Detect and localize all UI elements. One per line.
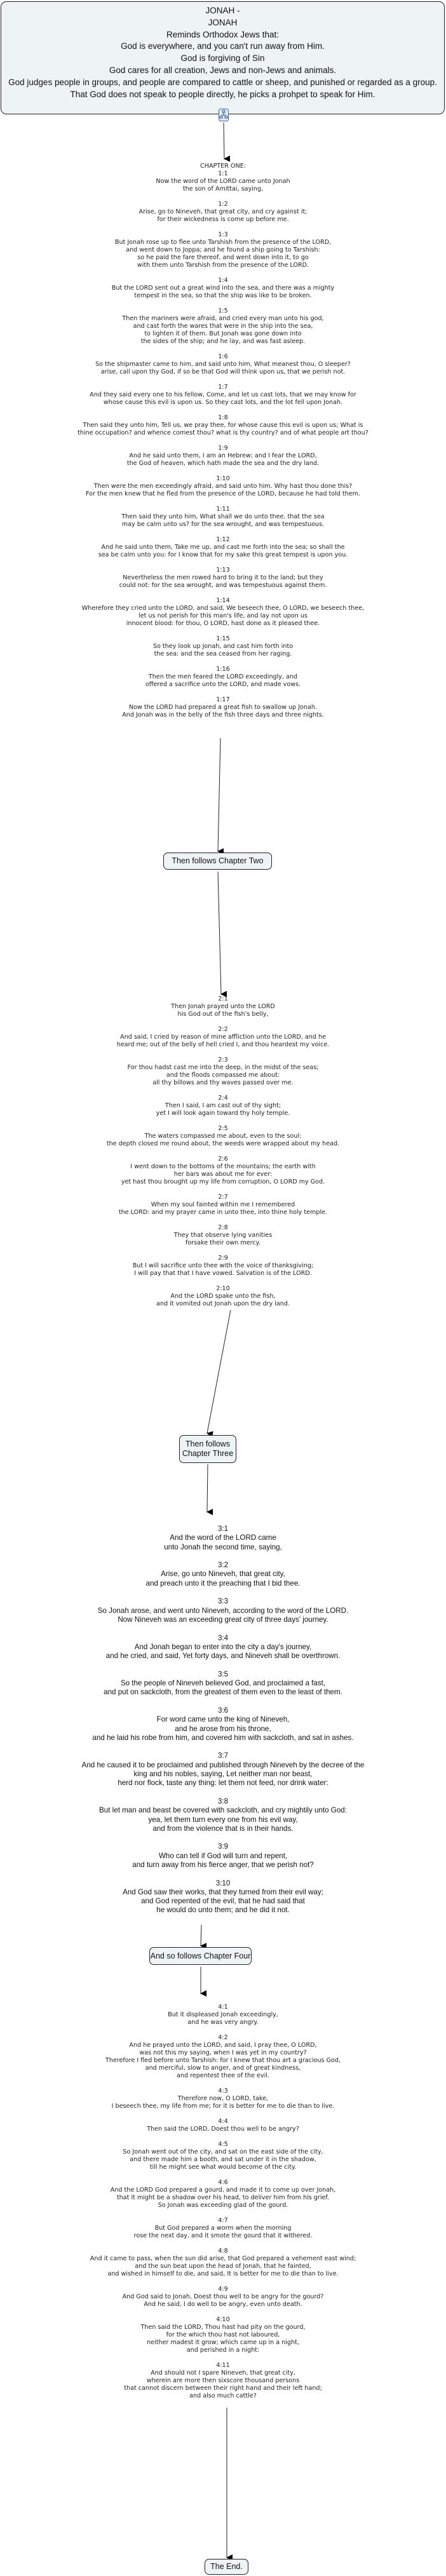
verse-line: Wherefore they cried unto the LORD, and said, We beseech thee, O LORD, we beseech thee, bbox=[81, 605, 365, 612]
verse-ref: 1:7 bbox=[218, 384, 228, 391]
verse-line: Then Jonah prayed unto the LORD bbox=[171, 1003, 275, 1010]
verse-line: So they look up Jonah, and cast him forth into bbox=[152, 643, 294, 650]
verse-1-10 bbox=[0, 475, 446, 498]
verse-gap bbox=[0, 1117, 446, 1125]
verse-3-9 bbox=[0, 1842, 446, 1870]
verse-4-3 bbox=[0, 2087, 446, 2110]
verse-line: For the men knew that he fled from the presence of the LORD, because he had told them. bbox=[85, 490, 361, 497]
verse-ref: 3:3 bbox=[217, 1597, 229, 1606]
verse-ref: 1:12 bbox=[216, 536, 230, 543]
verse-4-7 bbox=[0, 2217, 446, 2240]
verse-gap bbox=[0, 1833, 446, 1842]
verse-gap bbox=[0, 2133, 446, 2141]
verse-line: her bars was about me for ever: bbox=[173, 1171, 273, 1178]
connector-chapter-two-to-box-three bbox=[207, 1310, 231, 1433]
verse-1-12 bbox=[0, 536, 446, 559]
verse-4-6 bbox=[0, 2179, 446, 2209]
verse-gap bbox=[0, 1661, 446, 1669]
verse-1-9 bbox=[0, 445, 446, 468]
verse-ref: 1:17 bbox=[216, 696, 230, 703]
verse-line: and turn away from his fierce anger, that we perish not? bbox=[132, 1860, 314, 1869]
chapter-four-text bbox=[0, 2004, 446, 2400]
verse-1-3 bbox=[0, 231, 446, 269]
verse-line: herd nor flock, taste any thing: let them not feed, nor drink water: bbox=[118, 1779, 328, 1788]
verse-line: king and his nobles, saying, Let neither man nor beast, bbox=[133, 1770, 313, 1779]
verse-line: But I will sacrifice unto thee with the voice of thanksgiving; bbox=[132, 1262, 314, 1269]
verse-line: that it might be a shadow over his head, to deliver him from his grief. bbox=[116, 2194, 330, 2201]
verse-gap bbox=[0, 2110, 446, 2118]
verse-line: may be calm unto us? for the sea wrought, and was tempestuous. bbox=[121, 521, 325, 528]
verse-2-9 bbox=[0, 1255, 446, 1278]
header-concept-node[interactable] bbox=[1, 1, 445, 114]
verse-ref: 3:10 bbox=[215, 1878, 231, 1887]
verse-1-5 bbox=[0, 307, 446, 346]
verse-ref: 1:1 bbox=[218, 170, 228, 177]
verse-1-17 bbox=[0, 696, 446, 719]
verse-ref: 3:2 bbox=[217, 1561, 229, 1570]
header-line: JONAH - bbox=[205, 6, 240, 15]
verse-ref: 2:3 bbox=[218, 1056, 228, 1063]
verse-line: But the LORD sent out a great wind into the sea, and there was a mighty bbox=[111, 285, 335, 292]
verse-line: to lighten it of them. But Jonah was gone down into bbox=[144, 330, 302, 337]
verse-line: And he said unto them, I am an Hebrew; and I fear the LORD, bbox=[129, 452, 317, 459]
verse-ref: 1:2 bbox=[218, 201, 228, 208]
verse-ref: 4:10 bbox=[216, 2316, 230, 2323]
verse-line: So Jonah arose, and went unto Nineveh, according to the word of the LORD. bbox=[97, 1606, 349, 1615]
verse-line: tempest in the sea, so that the ship was like to be broken. bbox=[134, 292, 312, 299]
verse-ref: 2:10 bbox=[216, 1285, 230, 1292]
verse-ref: 4:11 bbox=[216, 2362, 230, 2369]
verse-line: Then the mariners were afraid, and cried every man unto his god, bbox=[122, 315, 324, 322]
verse-2-10 bbox=[0, 1285, 446, 1308]
verse-line: the sides of the ship; and he lay, and was fast asleep. bbox=[140, 338, 306, 345]
verse-line: yet I will look again toward thy holy temple. bbox=[156, 1110, 290, 1117]
verse-ref: 1:9 bbox=[218, 445, 228, 452]
verse-ref: 2:4 bbox=[218, 1095, 228, 1102]
verse-line: But Jonah rose up to flee unto Tarshish from the presence of the LORD, bbox=[114, 239, 332, 246]
verse-ref: 4:3 bbox=[218, 2087, 228, 2094]
connector-box-two-to-chapter-two bbox=[218, 872, 221, 994]
verse-line: and he laid his robe from him, and covered him with sackcloth, and sat in ashes. bbox=[92, 1733, 354, 1742]
chapter-four-label: And so follows Chapter Four bbox=[150, 1951, 251, 1960]
verse-ref: 2:9 bbox=[218, 1255, 228, 1262]
verse-ref: 4:9 bbox=[218, 2286, 228, 2293]
verse-ref: 2:6 bbox=[218, 1156, 228, 1163]
verse-4-1 bbox=[0, 2004, 446, 2026]
verse-gap bbox=[0, 1049, 446, 1056]
verse-line: all thy billows and thy waves passed over me. bbox=[152, 1079, 294, 1086]
verse-line: So the people of Nineveh believed God, and proclaimed a fast, bbox=[120, 1679, 326, 1688]
verse-line: innocent blood: for thou, O LORD, hast done as it pleased thee. bbox=[126, 620, 320, 627]
verse-line: whose cause this evil is upon us. So they cast lots, and the lot fell upon Jonah. bbox=[103, 399, 343, 406]
verse-gap bbox=[0, 559, 446, 567]
verse-line: Then I said, I am cast out of thy sight; bbox=[165, 1102, 281, 1109]
verse-line: Then said the LORD, Doest thou well to be angry? bbox=[147, 2126, 299, 2133]
verse-1-15 bbox=[0, 635, 446, 658]
verse-1-11 bbox=[0, 506, 446, 529]
verse-ref: 4:4 bbox=[218, 2118, 228, 2125]
chapter-two-label: Then follows Chapter Two bbox=[172, 856, 264, 865]
verse-1-13 bbox=[0, 567, 446, 590]
verse-ref: 4:6 bbox=[218, 2179, 228, 2186]
verse-1-14 bbox=[0, 597, 446, 628]
verse-gap bbox=[0, 346, 446, 353]
verse-3-2 bbox=[0, 1561, 446, 1588]
verse-gap bbox=[0, 437, 446, 445]
header-line: That God does not speak to people directly, he picks a prohpet to speak for Him. bbox=[70, 89, 375, 99]
verse-line: So Jonah went out of the city, and sat on the east side of the city, bbox=[123, 2148, 323, 2155]
verse-2-4 bbox=[0, 1095, 446, 1117]
verse-3-1 bbox=[0, 1525, 446, 1552]
verse-gap bbox=[0, 1788, 446, 1797]
verse-line: forsake their own mercy. bbox=[185, 1239, 261, 1246]
verse-line: and he was very angry. bbox=[187, 2019, 259, 2026]
verse-gap bbox=[0, 1870, 446, 1878]
verse-line: Then the men feared the LORD exceedingly, and bbox=[148, 673, 298, 680]
verse-line: Therefore now, O LORD, take, bbox=[177, 2095, 269, 2102]
verse-ref: 1:8 bbox=[218, 414, 228, 421]
verse-gap bbox=[0, 689, 446, 696]
verse-line: And he said, I do well to be angry, even unto death. bbox=[144, 2301, 302, 2308]
verse-line: thine occupation? and whence comest thou? what is thy country? and of what people art thou? bbox=[78, 429, 368, 436]
verse-line: his God out of the fish's belly, bbox=[177, 1011, 269, 1018]
verse-gap bbox=[0, 2354, 446, 2362]
verse-gap bbox=[0, 224, 446, 231]
verse-line: and also much cattle? bbox=[189, 2392, 257, 2399]
verse-gap bbox=[0, 1743, 446, 1751]
verse-line: yet hast thou brought up my life from corruption, O LORD my God. bbox=[121, 1178, 325, 1185]
verse-gap bbox=[0, 1186, 446, 1194]
verse-1-8 bbox=[0, 414, 446, 437]
verse-line: So the shipmaster came to him, and said unto him, What meanest thou, O sleeper? bbox=[95, 361, 351, 368]
verse-3-3 bbox=[0, 1597, 446, 1624]
verse-line: that cannot discern between their right hand and their left hand; bbox=[124, 2385, 322, 2392]
chapter-two-text bbox=[0, 995, 446, 1308]
verse-line: the God of heaven, which hath made the sea and the dry land. bbox=[126, 460, 320, 467]
verse-ref: 1:5 bbox=[218, 307, 228, 314]
verse-ref: 2:1 bbox=[218, 995, 228, 1002]
verse-gap bbox=[0, 658, 446, 666]
verse-line: the depth closed me round about, the weeds were wrapped about my head. bbox=[106, 1140, 340, 1147]
verse-2-2 bbox=[0, 1026, 446, 1049]
verse-line: for the which thou hast not laboured, bbox=[166, 2331, 280, 2338]
verse-line: Nevertheless the men rowed hard to bring it to the land; but they bbox=[123, 574, 323, 581]
verse-ref: 2:7 bbox=[218, 1194, 228, 1201]
verse-ref: 3:9 bbox=[217, 1842, 229, 1851]
verse-line: the LORD: and my prayer came in unto thee, into thine holy temple. bbox=[118, 1209, 328, 1216]
verse-line: Then were the men exceedingly afraid, and said unto him. Why hast thou done this? bbox=[93, 483, 353, 490]
verse-ref: 4:5 bbox=[218, 2141, 228, 2148]
verse-line: till he might see what would become of the city. bbox=[149, 2164, 297, 2171]
verse-ref: 1:10 bbox=[216, 475, 230, 482]
verse-line: and put on sackcloth, from the greatest of them even to the least of them. bbox=[104, 1688, 342, 1697]
verse-ref: 1:6 bbox=[218, 353, 228, 360]
verse-line: Then said they unto him, Tell us, we pray thee, for whose cause this evil is upon us; What is bbox=[83, 422, 363, 429]
verse-gap bbox=[0, 498, 446, 506]
verse-2-3 bbox=[0, 1056, 446, 1087]
verse-line: Then said the LORD, Thou hast had pity on the gourd, bbox=[140, 2324, 306, 2331]
verse-ref: 4:8 bbox=[218, 2248, 228, 2255]
verse-1-16 bbox=[0, 666, 446, 689]
verse-line: For word came unto the king of Nineveh, bbox=[156, 1715, 290, 1724]
verse-gap bbox=[0, 1552, 446, 1561]
verse-line: And they said every one to his fellow, Come, and let us cast lots, that we may know for bbox=[90, 391, 356, 398]
verse-gap bbox=[0, 1217, 446, 1224]
verse-gap bbox=[0, 1624, 446, 1633]
verse-line: And should not I spare Nineveh, that great city, bbox=[151, 2370, 295, 2377]
verse-line: I will pay that that I have vowed. Salvation is of the LORD. bbox=[134, 1270, 312, 1277]
header-line: God is forgiving of Sin bbox=[180, 53, 265, 64]
verse-line: he would do unto them; and he did it not. bbox=[156, 1906, 290, 1915]
verse-2-6 bbox=[0, 1156, 446, 1186]
verse-line: Now Nineveh was an exceeding great city of three days' journey. bbox=[118, 1615, 328, 1624]
verse-line: arise, call upon thy God, if so be that God will think upon us, that we perish not. bbox=[100, 368, 346, 375]
header-line: God judges people in groups, and people are compared to cattle or sheep, and punished or regarded as a group. bbox=[8, 77, 437, 87]
chapter-four-connector-box[interactable] bbox=[149, 1947, 252, 1965]
verse-gap bbox=[0, 269, 446, 277]
verse-ref: 1:3 bbox=[218, 231, 228, 238]
verse-line: and the sun beat upon the head of Jonah, that he fainted, bbox=[135, 2263, 311, 2270]
verse-ref: 1:13 bbox=[216, 567, 230, 574]
verse-line: But it displeased Jonah exceedingly, bbox=[168, 2011, 278, 2018]
verse-line: The waters compassed me about, even to the soul: bbox=[144, 1133, 302, 1140]
verse-line: And he caused it to be proclaimed and published through Nineveh by the decree of the bbox=[81, 1760, 365, 1769]
verse-ref: 3:8 bbox=[217, 1797, 229, 1805]
verse-3-4 bbox=[0, 1634, 446, 1661]
verse-3-8 bbox=[0, 1797, 446, 1833]
verse-gap bbox=[0, 2240, 446, 2248]
verse-gap bbox=[0, 2080, 446, 2087]
verse-gap bbox=[0, 1087, 446, 1095]
verse-gap bbox=[0, 193, 446, 201]
verse-line: Now the LORD had prepared a great fish to swallow up Jonah. bbox=[129, 704, 317, 711]
concept-map-icon[interactable] bbox=[219, 109, 229, 121]
chapter-two-connector-box[interactable] bbox=[163, 853, 272, 870]
verse-line: and merciful, slow to anger, and of great kindness, bbox=[145, 2065, 301, 2072]
verse-gap bbox=[0, 300, 446, 307]
verse-ref: 2:8 bbox=[218, 1224, 228, 1231]
verse-1-2 bbox=[0, 201, 446, 224]
verse-ref: 1:4 bbox=[218, 277, 228, 284]
verse-ref: 1:16 bbox=[216, 666, 230, 673]
verse-line: And the LORD God prepared a gourd, and made it to come up over Jonah, bbox=[110, 2187, 336, 2194]
verse-line: And said, I cried by reason of mine affliction unto the LORD, and he bbox=[120, 1034, 326, 1041]
verse-line: the son of Amittai, saying, bbox=[182, 185, 264, 192]
verse-gap bbox=[0, 1018, 446, 1026]
verse-line: and cast forth the wares that were in the ship into the sea, bbox=[133, 323, 313, 330]
verse-gap bbox=[0, 2209, 446, 2217]
verse-ref: 1:11 bbox=[216, 506, 230, 513]
verse-line: But let man and beast be covered with sackcloth, and cry mightily unto God: bbox=[99, 1806, 347, 1815]
verse-line: And God saw their works, that they turned from their evil way; bbox=[123, 1887, 323, 1896]
the-end-label: The End. bbox=[210, 2562, 243, 2571]
verse-gap bbox=[0, 2278, 446, 2286]
connector-box-three-to-chapter-three bbox=[207, 1464, 208, 1512]
verse-line: and there made him a booth, and sat under it in the shadow, bbox=[130, 2156, 316, 2163]
verse-line: I beseech thee, my life from me; for it is better for me to die than to live. bbox=[111, 2103, 335, 2110]
verse-gap bbox=[0, 1278, 446, 1285]
verse-ref: 4:1 bbox=[218, 2004, 228, 2011]
verse-line: And Jonah began to enter into the city a day's journey, bbox=[134, 1642, 312, 1651]
verse-gap bbox=[0, 590, 446, 597]
verse-1-7 bbox=[0, 384, 446, 407]
verse-gap bbox=[0, 376, 446, 384]
verse-line: Therefore I fled before unto Tarshish: for I knew that thou art a gracious God, bbox=[105, 2057, 341, 2064]
verse-line: and it vomited out Jonah upon the dry land. bbox=[156, 1300, 290, 1307]
header-line: JONAH bbox=[208, 17, 238, 27]
verse-line: But God prepared a worm when the morning bbox=[154, 2225, 292, 2232]
verse-line: and wished in himself to die, and said, It is better for me to die than to live. bbox=[107, 2270, 339, 2277]
chapter-three-text bbox=[0, 1525, 446, 1915]
verse-ref: 4:7 bbox=[218, 2217, 228, 2224]
verse-gap bbox=[0, 1148, 446, 1156]
verse-gap bbox=[0, 1247, 446, 1255]
verse-line: and preach unto it the preaching that I bid thee. bbox=[145, 1579, 301, 1588]
verse-line: And the LORD spake unto the fish, bbox=[170, 1293, 276, 1300]
chapter-three-label-line1: Then follows bbox=[185, 1440, 231, 1448]
verse-line: Now the word of the LORD came unto Jonah bbox=[156, 178, 290, 185]
connector-chapter-one-to-box-two bbox=[218, 738, 220, 851]
verse-line: sea be calm unto you: for I know that for my sake this great tempest is upon you. bbox=[98, 551, 348, 558]
verse-line: neither madest it grow; which came up in a night, bbox=[147, 2339, 299, 2346]
verse-3-6 bbox=[0, 1706, 446, 1743]
verse-line: And the word of the LORD came bbox=[170, 1534, 276, 1542]
verse-1-4 bbox=[0, 277, 446, 300]
verse-line: Who can tell if God will turn and repent, bbox=[158, 1851, 288, 1860]
verse-2-7 bbox=[0, 1194, 446, 1217]
verse-line: heard me; out of the belly of hell cried I, and thou heardest my voice. bbox=[116, 1041, 330, 1048]
verse-gap bbox=[0, 1697, 446, 1706]
verse-line: Then said they unto him, What shall we do unto thee, that the sea bbox=[121, 513, 325, 520]
verse-line: unto Jonah the second time, saying, bbox=[164, 1542, 282, 1551]
verse-line: yea, let them turn every one from his evil way, bbox=[148, 1815, 298, 1824]
header-line: Reminds Orthodox Jews that: bbox=[166, 29, 280, 39]
verse-3-5 bbox=[0, 1670, 446, 1697]
verse-4-10 bbox=[0, 2316, 446, 2354]
verse-line: offered a sacrifice unto the LORD, and made vows. bbox=[145, 681, 301, 688]
verse-line: let us not perish for this man's life, and lay not upon us bbox=[139, 612, 307, 619]
verse-line: They that observe lying vanities bbox=[173, 1232, 273, 1239]
verse-ref: 2:5 bbox=[218, 1125, 228, 1132]
verse-ref: 1:14 bbox=[216, 597, 230, 604]
verse-line: And he prayed unto the LORD, and said, I pray thee, O LORD, bbox=[129, 2042, 317, 2049]
verse-line: with them unto Tarshish from the presence of the LORD. bbox=[137, 262, 309, 269]
verse-4-8 bbox=[0, 2248, 446, 2278]
verse-ref: 3:1 bbox=[217, 1525, 229, 1533]
verse-gap bbox=[0, 2309, 446, 2316]
verse-line: for their wickedness is come up before me. bbox=[157, 216, 289, 223]
verse-line: and from the violence that is in their hands. bbox=[152, 1824, 294, 1833]
verse-4-11 bbox=[0, 2362, 446, 2400]
verse-line: could not: for the sea wrought, and was tempestuous against them. bbox=[119, 582, 327, 589]
verse-line: was not this my saying, when I was yet in my country? bbox=[139, 2049, 307, 2056]
verse-line: and repentest thee of the evil. bbox=[176, 2072, 270, 2079]
verse-4-9 bbox=[0, 2286, 446, 2309]
verse-line: and he arose from his throne, bbox=[175, 1724, 271, 1733]
verse-4-5 bbox=[0, 2141, 446, 2171]
chapter-one-text bbox=[0, 163, 446, 719]
verse-2-8 bbox=[0, 1224, 446, 1247]
verse-3-7 bbox=[0, 1751, 446, 1788]
verse-line: For thou hadst cast me into the deep, in the midst of the seas; bbox=[127, 1064, 319, 1071]
chapter-three-label-line2: Chapter Three bbox=[182, 1449, 234, 1458]
the-end-box[interactable] bbox=[205, 2559, 248, 2575]
verse-line: and the floods compassed me about: bbox=[166, 1072, 280, 1079]
chapter-three-connector-box[interactable] bbox=[179, 1435, 236, 1463]
header-line: God is everywhere, and you can't run away from Him. bbox=[121, 41, 325, 51]
verse-gap bbox=[0, 2171, 446, 2179]
verse-line: wherein are more then sixscore thousand persons bbox=[146, 2377, 300, 2384]
verse-line: rose the next day, and it smote the gourd that it withered. bbox=[133, 2232, 313, 2239]
verse-ref: 1:15 bbox=[216, 635, 230, 642]
header-line: God cares for all creation, Jews and non-Jews and animals. bbox=[109, 65, 337, 75]
verse-line: Arise, go unto Nineveh, that great city, bbox=[161, 1570, 285, 1579]
verse-line: and perished in a night: bbox=[186, 2347, 260, 2354]
verse-line: And God said to Jonah, Doest thou well to be angry for the gourd? bbox=[122, 2293, 324, 2300]
verse-ref: 3:4 bbox=[217, 1633, 229, 1642]
verse-gap bbox=[0, 529, 446, 536]
verse-1-6 bbox=[0, 353, 446, 376]
verse-ref: 2:2 bbox=[218, 1026, 228, 1033]
verse-ref: 3:7 bbox=[217, 1751, 229, 1760]
chapter-heading: CHAPTER ONE: bbox=[200, 163, 246, 170]
verse-ref: 3:6 bbox=[217, 1706, 229, 1715]
verse-3-10 bbox=[0, 1879, 446, 1915]
verse-2-1 bbox=[0, 995, 446, 1018]
verse-line: the sea: and the sea ceased from her raging. bbox=[154, 651, 292, 657]
verse-gap bbox=[0, 628, 446, 635]
verse-line: and he cried, and said, Yet forty days, and Nineveh shall be overthrown. bbox=[105, 1652, 341, 1661]
verse-line: So Jonah was exceeding glad of the gourd. bbox=[158, 2202, 288, 2209]
verse-4-2 bbox=[0, 2034, 446, 2080]
verse-line: and God repented of the evil, that he had said that bbox=[141, 1897, 305, 1906]
verse-ref: 3:5 bbox=[217, 1669, 229, 1678]
verse-line: When my soul fainted within me I remembered bbox=[151, 1201, 295, 1208]
verse-ref: 4:2 bbox=[218, 2034, 228, 2041]
verse-line: And he said unto them, Take me up, and cast me forth into the sea; so shall the bbox=[101, 544, 345, 551]
verse-gap bbox=[0, 468, 446, 475]
verse-line: and went down to Joppa; and he found a ship going to Tarshish: bbox=[126, 246, 320, 253]
verse-line: I went down to the bottoms of the mountains; the earth with bbox=[130, 1163, 316, 1170]
verse-line: And it came to pass, when the sun did arise, that God prepared a vehement east wind; bbox=[90, 2255, 356, 2262]
verse-gap bbox=[0, 1588, 446, 1597]
verse-gap bbox=[0, 2026, 446, 2034]
verse-2-5 bbox=[0, 1125, 446, 1148]
verse-gap bbox=[0, 407, 446, 414]
verse-1-1 bbox=[0, 170, 446, 193]
verse-line: And Jonah was in the belly of the fish three days and three nights. bbox=[122, 711, 324, 718]
verse-line: Arise, go to Nineveh, that great city, and cry against it; bbox=[139, 208, 307, 215]
verse-4-4 bbox=[0, 2118, 446, 2133]
verse-line: so he paid the fare thereof, and went down into it, to go bbox=[137, 254, 309, 261]
